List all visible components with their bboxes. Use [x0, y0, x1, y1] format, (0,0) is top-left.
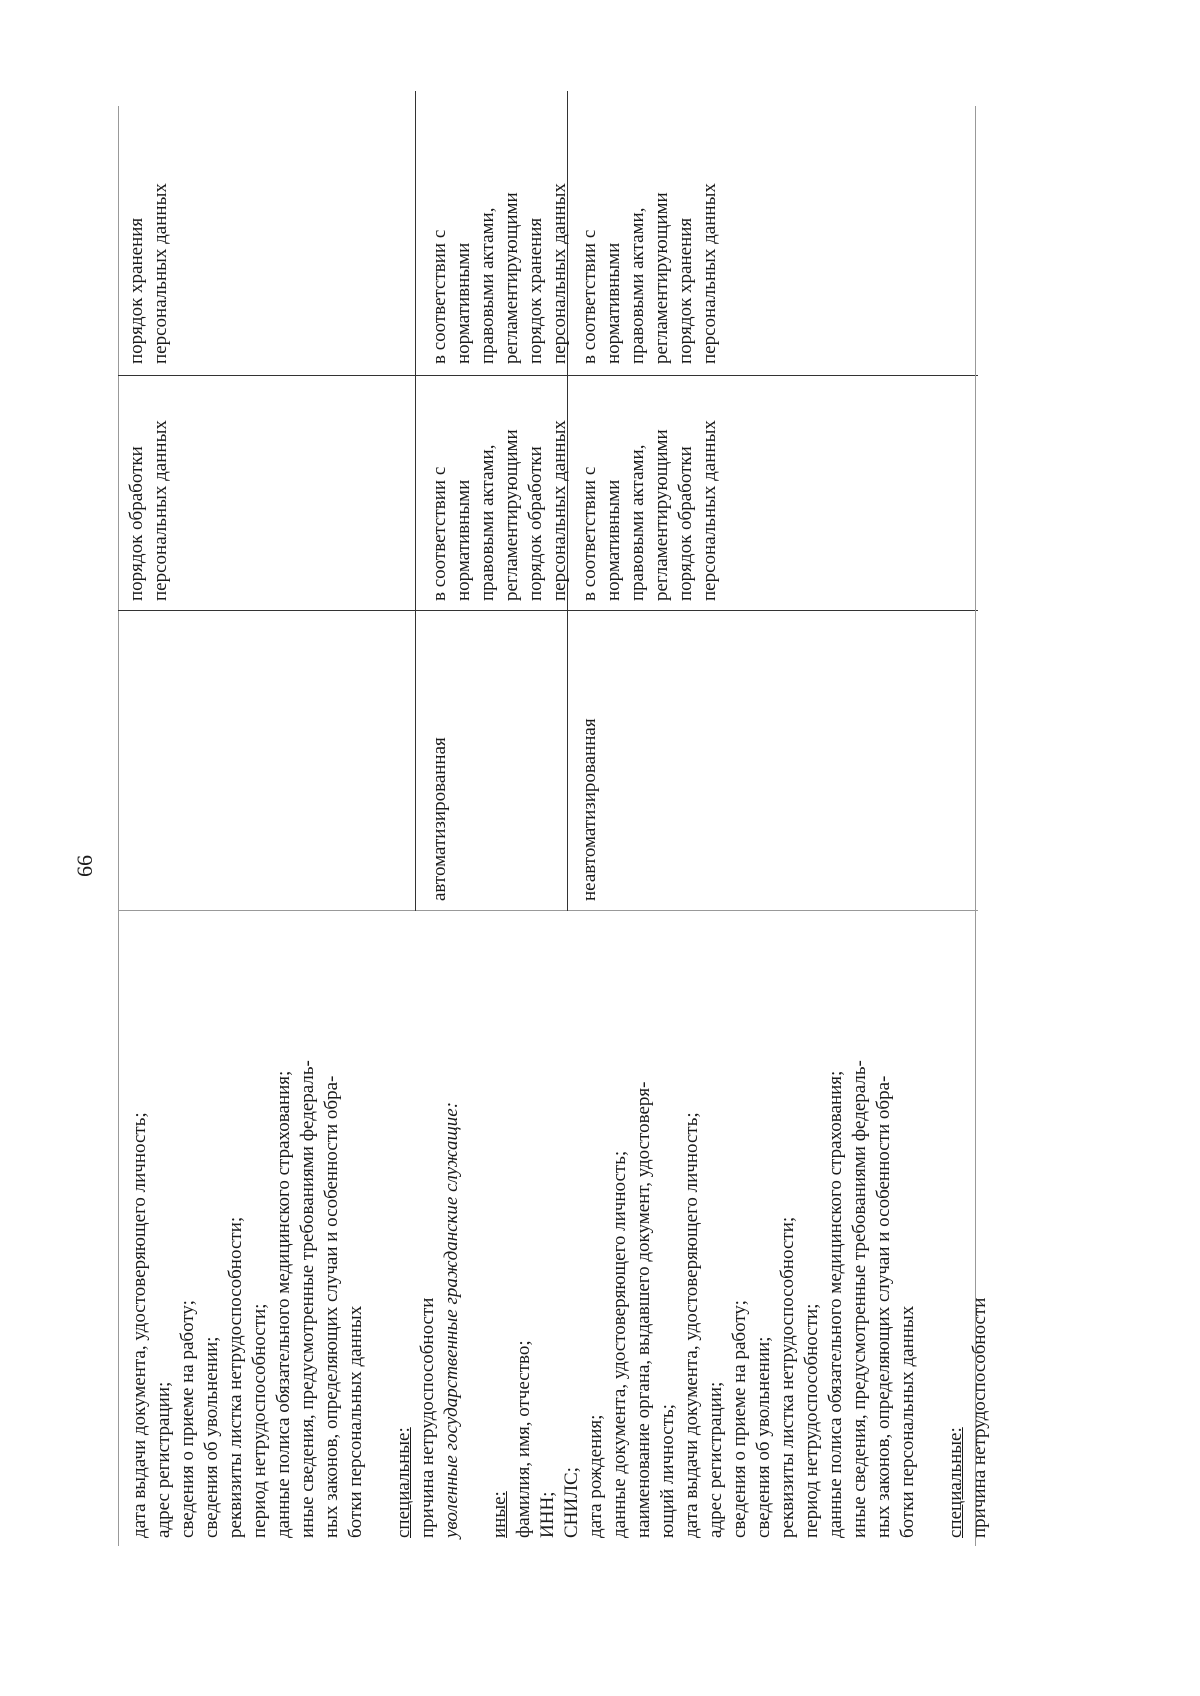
list-item: СНИЛС; [561, 1467, 582, 1538]
list-item: сведения об увольнении; [753, 1336, 774, 1538]
processing-method-non-automated [578, 718, 602, 901]
special-item: причина нетрудоспособности [969, 1297, 990, 1538]
cell-line: правовыми актами, [477, 207, 498, 364]
list-item: ботки персональных данных [345, 1305, 366, 1538]
cell-line: правовыми актами, [627, 207, 648, 364]
cell-line: персональных данных [699, 183, 720, 364]
list-item: адрес регистрации; [153, 1381, 174, 1538]
cell-line: регламентирующими [501, 429, 522, 601]
list-item: ботки персональных данных [897, 1305, 918, 1538]
header-processing-order [125, 420, 173, 601]
page-number: 66 [72, 855, 97, 877]
list-item: сведения о приеме на работу; [177, 1300, 198, 1538]
list-item: ных законов, определяющих случаи и особенности обра- [321, 1075, 342, 1538]
cell-line: в соответствии с [429, 466, 450, 601]
cell-line: в соответствии с [429, 229, 450, 364]
cell-line: персональных данных [549, 420, 570, 601]
storage-order-non-automated [578, 183, 722, 364]
special-label: специальные: [393, 1427, 414, 1538]
cell-line: порядок обработки [675, 446, 696, 601]
list-item: адрес регистрации; [705, 1381, 726, 1538]
cell-line: регламентирующими [501, 192, 522, 364]
cell-line: персональных данных [549, 183, 570, 364]
list-item: период нетрудоспособности; [249, 1303, 270, 1538]
cell-line: порядок хранения [525, 217, 546, 364]
processing-method-automated [428, 737, 452, 901]
cell-line: в соответствии с [579, 466, 600, 601]
list-item: реквизиты листка нетрудоспособности; [777, 1216, 798, 1538]
list-item: ющий личность; [657, 1404, 678, 1538]
list-item: дата рождения; [585, 1414, 606, 1538]
storage-order-automated [428, 183, 572, 364]
method-text: автоматизированная [429, 737, 450, 901]
special-label: специальные: [945, 1427, 966, 1538]
list-item: сведения об увольнении; [201, 1336, 222, 1538]
special-item: причина нетрудоспособности [417, 1297, 438, 1538]
column-divider-2 [118, 610, 978, 611]
cell-line: персональных данных [699, 420, 720, 601]
cell-line: регламентирующими [651, 192, 672, 364]
processing-order-non-automated [578, 420, 722, 601]
cell-line: правовыми актами, [477, 444, 498, 601]
cell-line: нормативными [453, 242, 474, 364]
list-item: иные сведения, предусмотренные требованиями федераль- [849, 1060, 870, 1538]
personal-data-list [128, 918, 992, 1538]
list-item: ИНН; [537, 1491, 558, 1538]
category-heading: уволенные государственные гражданские служащие: [441, 1101, 462, 1538]
cell-line: порядок обработки [525, 446, 546, 601]
header-storage-line: персональных данных [150, 183, 171, 364]
list-item: иные сведения, предусмотренные требованиями федераль- [297, 1060, 318, 1538]
method-text: неавтоматизированная [579, 718, 600, 901]
list-item: дата выдачи документа, удостоверяющего личность; [681, 1112, 702, 1538]
list-item: фамилия, имя, отчество; [513, 1340, 534, 1538]
header-processing-line: порядок обработки [126, 446, 147, 601]
processing-order-automated [428, 420, 572, 601]
cell-line: порядок хранения [675, 217, 696, 364]
list-item: реквизиты листка нетрудоспособности; [225, 1216, 246, 1538]
cell-line: регламентирующими [651, 429, 672, 601]
cell-line: правовыми актами, [627, 444, 648, 601]
header-processing-line: персональных данных [150, 420, 171, 601]
row-divider-automated [415, 91, 416, 911]
list-item: данные документа, удостоверяющего личность; [609, 1150, 630, 1538]
header-storage-line: порядок хранения [126, 217, 147, 364]
list-item: сведения о приеме на работу; [729, 1300, 750, 1538]
column-divider-1 [118, 910, 978, 911]
list-item: наименование органа, выдавшего документ, удостоверя- [633, 1081, 654, 1538]
cell-line: нормативными [603, 242, 624, 364]
list-item: данные полиса обязательного медицинского страхования; [273, 1070, 294, 1538]
cell-line: нормативными [453, 479, 474, 601]
column-divider-3 [118, 375, 978, 376]
table-top-rule [118, 106, 119, 1546]
cell-line: в соответствии с [579, 229, 600, 364]
list-item: дата выдачи документа, удостоверяющего личность; [129, 1112, 150, 1538]
list-item: ных законов, определяющих случаи и особенности обра- [873, 1075, 894, 1538]
list-item: период нетрудоспособности; [801, 1303, 822, 1538]
list-item: данные полиса обязательного медицинского страхования; [825, 1070, 846, 1538]
header-storage-order [125, 183, 173, 364]
other-label: иные: [489, 1491, 510, 1538]
cell-line: нормативными [603, 479, 624, 601]
